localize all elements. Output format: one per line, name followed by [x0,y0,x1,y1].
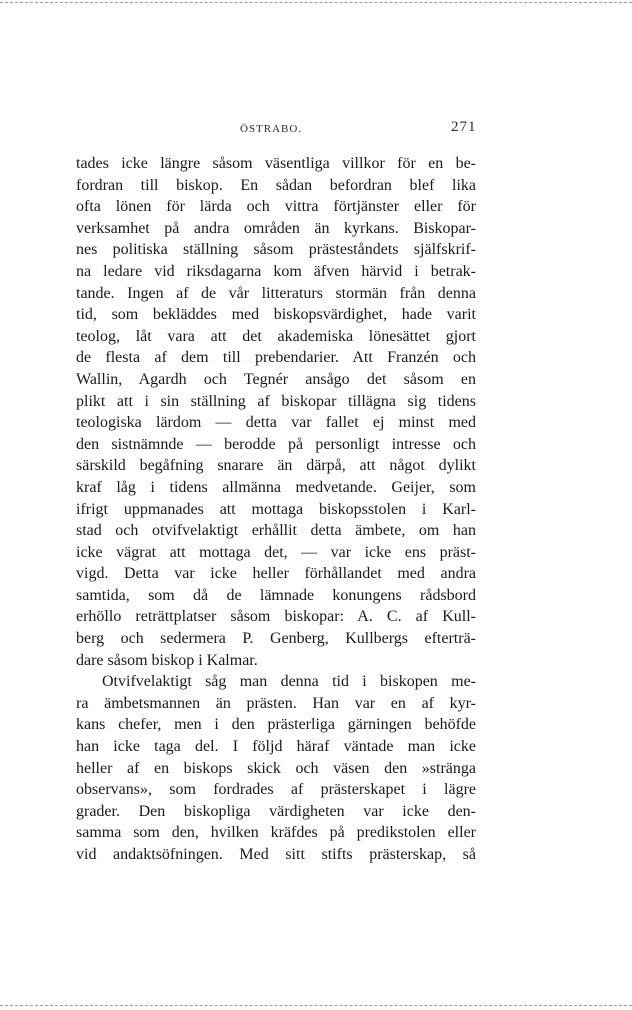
text-line: kraf låg i tidens allmänna medvetande. Geijer, som [76,478,476,496]
text-line: vid andaktsöfningen. Med sitt stifts prästerskap, så [76,846,476,863]
text-line: tid, som bekläddes med biskopsvärdighet, hade varit [76,306,476,324]
text-line: plikt att i sin ställning af biskopar tillägna sig tidens [76,392,476,410]
text-line: icke vägrat att mottaga det, — var icke ens präst- [76,543,476,561]
text-line: särskild begåfning snarare än därpå, att något dylikt [76,457,476,475]
text-line: Wallin, Agardh och Tegnér ansågo det såsom en [76,370,476,388]
text-line: stad och otvifvelaktigt erhållit detta ämbete, om han [76,522,476,540]
text-line: ra ämbetsmannen än prästen. Han var en af kyr- [76,694,476,712]
text-line: samtida, som då de lämnade konungens rådsbord [76,586,476,604]
text-line: vigd. Detta var icke heller förhållandet med andra [76,565,476,583]
paragraph-end-line: dare såsom biskop i Kalmar. [76,651,258,669]
paragraph-first-line: Otvifvelaktigt såg man denna tid i biskopen me- [102,673,476,691]
text-line: teologiska lärdom — detta var fallet ej minst med [76,414,476,432]
text-line: den sistnämnde — berodde på personligt intresse och [76,435,476,453]
text-line: samma som den, hvilken kräfdes på predikstolen eller [76,824,476,842]
top-scan-edge [0,2,632,3]
text-line: heller af en biskops skick och väsen den »stränga [76,759,476,777]
text-line: berg och sedermera P. Genberg, Kullbergs efterträ- [76,630,476,648]
text-line: na ledare vid riksdagarna kom äfven härvid i betrak- [76,262,476,280]
text-line: tades icke längre såsom väsentliga villkor för en be- [76,155,476,172]
text-line: erhöllo reträttplatser såsom biskopar: A. C. af Kull- [76,608,476,626]
bottom-scan-edge [0,1005,632,1006]
text-line: tande. Ingen af de vår litteraturs stormän från denna [76,284,476,302]
text-line: teolog, låt vara att det akademiska lönesättet gjort [76,327,476,345]
text-line: de flesta af dem till prebendarier. Att Franzén och [76,349,476,367]
text-line: han icke taga del. I följd häraf väntade man icke [76,738,476,756]
text-line: fordran till biskop. En sådan befordran blef lika [76,176,476,194]
text-line: observans», som fordrades af prästerskapet i lägre [76,781,476,799]
text-line: nes politiska ställning såsom prästeståndets själfskrif- [76,241,476,259]
running-head: ÖSTRABO. [240,123,303,135]
page-number: 271 [451,119,477,135]
text-line: verksamhet på andra områden än kyrkans. Biskopar- [76,219,476,237]
text-line: kans chefer, men i den prästerliga gärningen behöfde [76,716,476,734]
text-line: ifrigt uppmanades att mottaga biskopsstolen i Karl- [76,500,476,518]
text-body [76,153,476,866]
text-line: grader. Den biskopliga värdigheten var icke den- [76,802,476,820]
text-line: ofta lönen för lärda och vittra förtjänster eller för [76,198,476,216]
